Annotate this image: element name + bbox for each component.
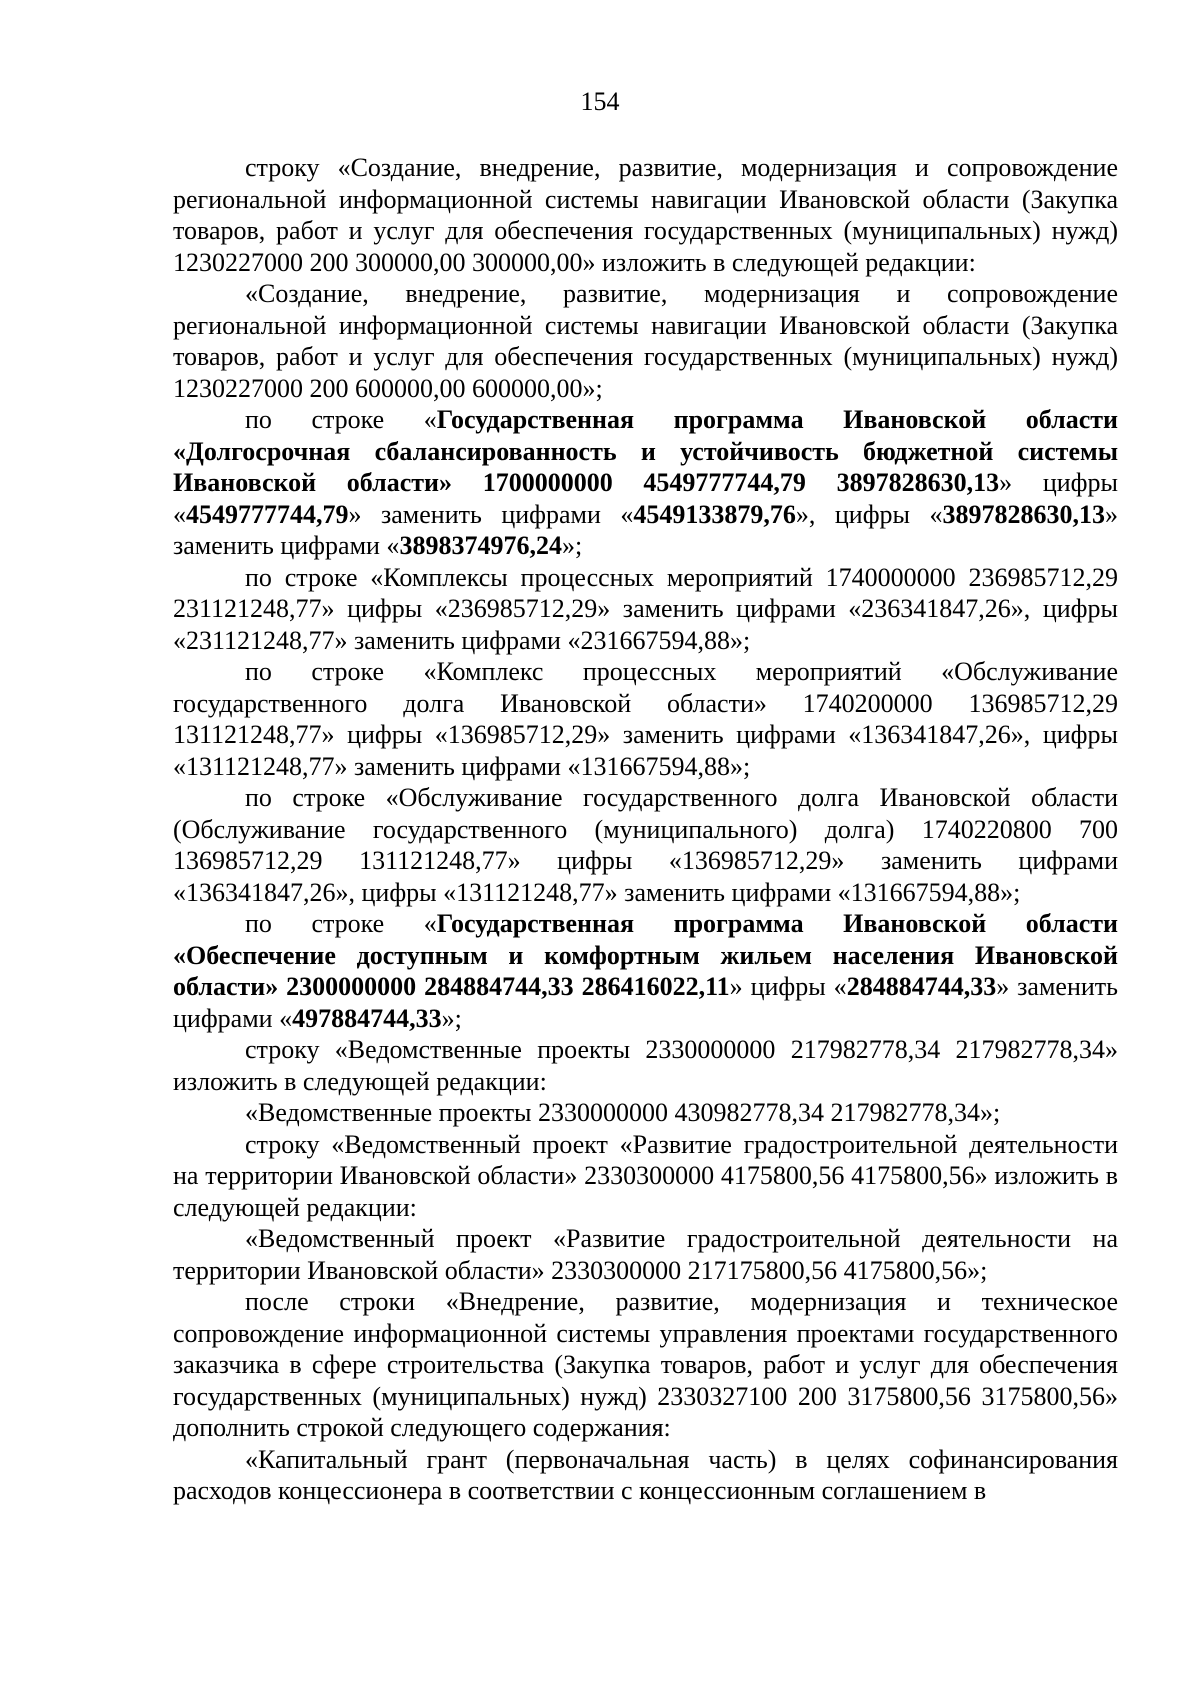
text-segment: по строке «: [245, 909, 437, 938]
paragraph: [173, 656, 1118, 782]
text-segment: » цифры «: [173, 468, 1118, 529]
page-number: 154: [580, 87, 620, 116]
paragraph: [173, 1097, 1118, 1129]
bold-text-segment: Государственная программа Ивановской области «Долгосрочная сбалансированность и устойчивость бюджетной системы Ивановской области» 1700000000 4549777744,79 3897828630,13: [173, 405, 1118, 497]
bold-text-segment: 4549777744,79: [186, 499, 349, 529]
text-segment: » цифры «: [729, 972, 847, 1001]
paragraph: [173, 908, 1118, 1034]
text-segment: », цифры «: [795, 499, 943, 529]
paragraph: [173, 1129, 1118, 1224]
paragraph: [173, 152, 1118, 278]
text-segment: после строки «Внедрение, развитие, модернизация и техническое сопровождение информационной системы управления проектами государственного заказчика в сфере строительства (Закупка товаров, работ и услуг для обеспечения государственных (муниципальных) нужд) 2330327100 200 3175800,56 3175800,56» дополнить строкой следующего содержания:: [173, 1287, 1118, 1442]
text-segment: по строке «Комплексы процессных мероприятий 1740000000 236985712,29 231121248,77» цифры «236985712,29» заменить цифрами «236341847,26», цифры «231121248,77» заменить цифрами «231667594,88»;: [173, 562, 1118, 655]
text-segment: по строке «Обслуживание государственного долга Ивановской области (Обслуживание государственного (муниципального) долга) 1740220800 700 136985712,29 131121248,77» цифры «136985712,29» заменить цифрами «136341847,26», цифры «131121248,77» заменить цифрами «131667594,88»;: [173, 783, 1118, 907]
paragraph: [173, 1444, 1118, 1507]
bold-text-segment: Государственная программа Ивановской области «Обеспечение доступным и комфортным жильем населения Ивановской области» 2300000000 284884744,33 286416022,11: [173, 909, 1118, 1001]
text-segment: » заменить цифрами «: [173, 499, 1118, 560]
text-segment: » заменить цифрами «: [173, 972, 1118, 1033]
text-segment: строку «Ведомственные проекты 2330000000 217982778,34 217982778,34» изложить в следующей редакции:: [173, 1035, 1118, 1096]
text-segment: «Ведомственный проект «Развитие градостроительной деятельности на территории Ивановской области» 2330300000 217175800,56 4175800,56»;: [173, 1224, 1118, 1285]
paragraph: [173, 562, 1118, 657]
text-segment: »;: [441, 1003, 462, 1033]
text-segment: »;: [561, 531, 583, 560]
text-segment: «Капитальный грант (первоначальная часть) в целях софинансирования расходов концессионера в соответствии с концессионным соглашением в: [173, 1444, 1118, 1505]
document-body: [173, 152, 1118, 1507]
text-segment: по строке «Комплекс процессных мероприятий «Обслуживание государственного долга Ивановской области» 1740200000 136985712,29 131121248,77» цифры «136985712,29» заменить цифрами «136341847,26», цифры «131121248,77» заменить цифрами «131667594,88»;: [173, 657, 1118, 781]
text-segment: » заменить цифрами «: [348, 499, 634, 529]
paragraph: [173, 782, 1118, 908]
paragraph: [173, 1223, 1118, 1286]
paragraph: [173, 278, 1118, 404]
bold-text-segment: 497884744,33: [292, 1003, 442, 1033]
bold-text-segment: 284884744,33: [846, 972, 997, 1001]
bold-text-segment: 3897828630,13: [942, 499, 1105, 529]
bold-text-segment: 3898374976,24: [399, 531, 562, 560]
text-segment: «Создание, внедрение, развитие, модернизация и сопровождение региональной информационной системы навигации Ивановской области (Закупка товаров, работ и услуг для обеспечения государственных (муниципальных) нужд) 1230227000 200 600000,00 600000,00»;: [173, 279, 1118, 403]
text-segment: строку «Ведомственный проект «Развитие градостроительной деятельности на территории Ивановской области» 2330300000 4175800,56 4175800,56» изложить в следующей редакции:: [173, 1129, 1118, 1222]
text-segment: строку «Создание, внедрение, развитие, модернизация и сопровождение региональной информационной системы навигации Ивановской области (Закупка товаров, работ и услуг для обеспечения государственных (муниципальных) нужд) 1230227000 200 300000,00 300000,00» изложить в следующей редакции:: [173, 153, 1118, 277]
text-segment: по строке «: [245, 405, 437, 434]
bold-text-segment: 4549133879,76: [633, 499, 796, 529]
paragraph: [173, 1286, 1118, 1444]
paragraph: [173, 404, 1118, 562]
text-segment: «Ведомственные проекты 2330000000 430982778,34 217982778,34»;: [245, 1098, 1001, 1127]
paragraph: [173, 1034, 1118, 1097]
